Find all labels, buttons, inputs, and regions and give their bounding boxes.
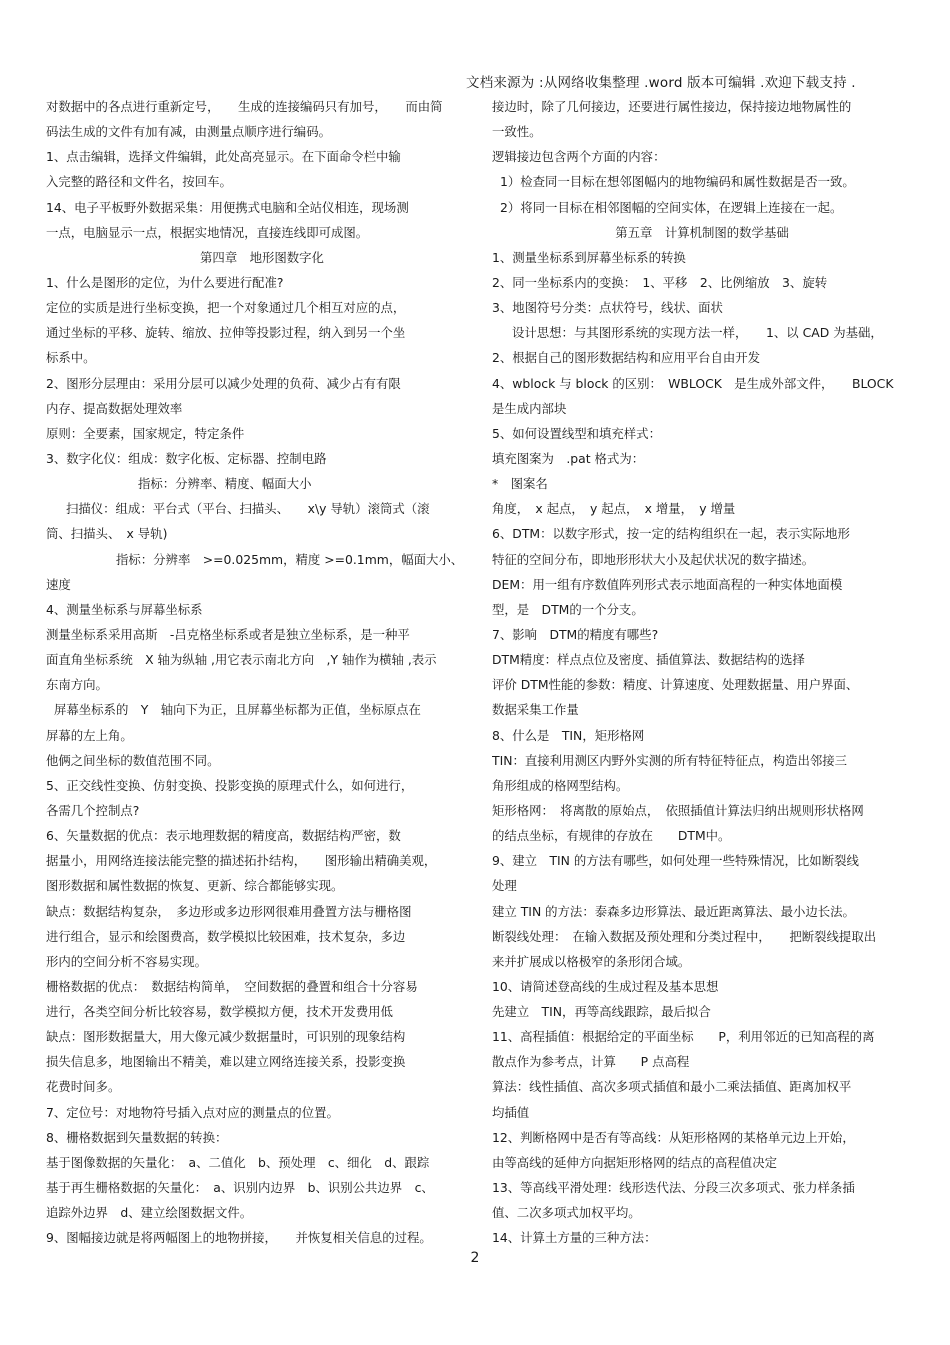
text-line: 3、地图符号分类：点状符号，线状、面状 (492, 300, 723, 316)
page-number: 2 (470, 1250, 480, 1266)
text-line: 特征的空间分布，即地形形状大小及起伏状况的数字描述。 (492, 551, 815, 567)
text-line: 9、建立 TIN 的方法有哪些，如何处理一些特殊情况，比如断裂线 (492, 853, 859, 869)
text-line: 2、同一坐标系内的变换： 1、平移 2、比例缩放 3、旋转 (492, 274, 828, 290)
text-line: 缺点：数据结构复杂， 多边形或多边形网很难用叠置方法与栅格图 (46, 903, 412, 919)
right-column (492, 94, 912, 1250)
text-line: 通过坐标的平移、旋转、缩放、拉伸等投影过程，纳入到另一个坐 (46, 325, 406, 341)
text-line: 5、如何设置线型和填充样式： (492, 425, 661, 441)
text-line: * 图案名 (492, 476, 548, 492)
text-line: 面直角坐标系统 X 轴为纵轴 ,用它表示南北方向 ,Y 轴作为横轴 ,表示 (46, 652, 437, 668)
text-line: 对数据中的各点进行重新定号， 生成的连接编码只有加号， 而由简 (46, 99, 443, 114)
text-line: 7、影响 DTM的精度有哪些? (492, 626, 659, 642)
text-line: 是生成内部块 (492, 400, 567, 416)
text-line: 2）将同一目标在相邻图幅的空间实体，在逻辑上连接在一起。 (500, 199, 843, 215)
text-line: 速度 (46, 576, 71, 592)
left-column (46, 94, 478, 1250)
text-line: 10、请简述登高线的生成过程及基本思想 (492, 978, 719, 994)
text-line: 6、矢量数据的优点：表示地理数据的精度高，数据结构严密，数 (46, 828, 401, 844)
text-line: 4、wblock 与 block 的区别： WBLOCK 是生成外部文件， BLOCK (492, 375, 894, 391)
chapter-heading: 第四章 地形图数字化 (200, 249, 324, 265)
text-line: 花费时间多。 (46, 1079, 121, 1095)
text-line: 断裂线处理： 在输入数据及预处理和分类过程中， 把断裂线提取出 (492, 928, 877, 944)
text-line: 评价 DTM性能的参数：精度、计算速度、处理数据量、用户界面、 (492, 677, 859, 693)
text-line: 型，是 DTM的一个分支。 (492, 601, 644, 617)
text-line: 2、根据自己的图形数据结构和应用平台自由开发 (492, 350, 761, 366)
text-line: 1、点击编辑，选择文件编辑，此处高亮显示。在下面命令栏中输 (46, 149, 401, 165)
text-line: 进行组合，显示和绘图费高，数学模拟比较困难，技术复杂，多边 (46, 928, 406, 944)
text-line: 14、计算土方量的三种方法： (492, 1230, 657, 1246)
text-line: 1、什么是图形的定位，为什么要进行配准? (46, 274, 284, 290)
text-line: 各需几个控制点? (46, 802, 140, 818)
text-line: 码法生成的文件有加有减，由测量点顺序进行编码。 (46, 124, 331, 140)
text-line: 9、图幅接边就是将两幅图上的地物拼接， 并恢复相关信息的过程。 (46, 1230, 432, 1246)
text-line: 接边时，除了几何接边，还要进行属性接边，保持接边地物属性的 (492, 99, 852, 114)
text-line: 角度， x 起点， y 起点， x 增量， y 增量 (492, 501, 736, 517)
text-line: 追踪外边界 d、建立绘图数据文件。 (46, 1205, 253, 1221)
text-line: 12、判断格网中是否有等高线：从矩形格网的某格单元边上开始， (492, 1129, 855, 1145)
text-line: 散点作为参考点，计算 P 点高程 (492, 1054, 690, 1070)
text-line: 数据采集工作量 (492, 702, 579, 718)
text-line: 原则：全要素，国家规定，特定条件 (46, 425, 245, 441)
text-line: 缺点：图形数据量大，用大像元减少数据量时，可识别的现象结构 (46, 1029, 406, 1045)
text-line: 6、DTM：以数字形式，按一定的结构组织在一起，表示实际地形 (492, 526, 850, 542)
text-line: 东南方向。 (46, 677, 108, 693)
text-line: 来并扩展成以格极窄的条形闭合域。 (492, 953, 691, 969)
text-line: 7、定位号：对地物符号插入点对应的测量点的位置。 (46, 1104, 339, 1120)
text-line: 损失信息多，地图输出不精美，难以建立网络连接关系，投影变换 (46, 1054, 406, 1070)
text-line: 进行，各类空间分析比较容易，数学模拟方便，技术开发费用低 (46, 1004, 393, 1020)
text-line: 指标：分辨率 >=0.025mm，精度 >=0.1mm，幅面大小、 (116, 551, 464, 567)
text-line: 先建立 TIN，再等高线跟踪，最后拟合 (492, 1004, 711, 1020)
text-line: 13、等高线平滑处理：线形迭代法、分段三次多项式、张力样条插 (492, 1180, 855, 1196)
text-line: 4、测量坐标系与屏幕坐标系 (46, 601, 203, 617)
text-line: 定位的实质是进行坐标变换，把一个对象通过几个相互对应的点， (46, 300, 406, 316)
text-line: DEM：用一组有序数值阵列形式表示地面高程的一种实体地面模 (492, 576, 843, 592)
text-line: 11、高程插值：根据给定的平面坐标 P，利用邻近的已知高程的离 (492, 1029, 875, 1045)
text-line: 形内的空间分析不容易实现。 (46, 953, 208, 969)
text-line: 标系中。 (46, 350, 96, 366)
text-line: 指标：分辨率、精度、幅面大小 (138, 476, 312, 492)
text-line: 据量小，用网络连接法能完整的描述拓扑结构， 图形输出精确美观， (46, 853, 437, 869)
text-line: 8、什么是 TIN，矩形格网 (492, 727, 645, 743)
text-line: TIN：直接利用测区内野外实测的所有特征特征点，构造出邻接三 (492, 752, 848, 768)
text-line: 筒、扫描头、 x 导轨) (46, 526, 168, 542)
document-source-header: 文档来源为 :从网络收集整理 .word 版本可编辑 .欢迎下载支持 . (466, 75, 856, 91)
text-line: 2、图形分层理由：采用分层可以减少处理的负荷、减少占有有限 (46, 375, 401, 391)
text-line: 3、数字化仪：组成：数字化板、定标器、控制电路 (46, 450, 327, 466)
text-line: 入完整的路径和文件名，按回车。 (46, 174, 232, 190)
text-line: 一点，电脑显示一点，根据实地情况，直接连线即可成图。 (46, 224, 369, 240)
text-line: 矩形格网： 将离散的原始点， 依照插值计算法归纳出规则形状格网 (492, 802, 864, 818)
text-line: 基于再生栅格数据的矢量化： a、识别内边界 b、识别公共边界 c、 (46, 1180, 434, 1196)
chapter-heading: 第五章 计算机制图的数学基础 (615, 224, 789, 240)
text-line: 角形组成的格网型结构。 (492, 777, 629, 793)
text-line: 屏幕坐标系的 Y 轴向下为正，且屏幕坐标都为正值，坐标原点在 (54, 702, 421, 718)
text-line: 1）检查同一目标在想邻图幅内的地物编码和属性数据是否一致。 (500, 174, 855, 190)
text-line: 值、二次多项式加权平均。 (492, 1205, 641, 1221)
text-line: 填充图案为 .pat 格式为： (492, 450, 645, 466)
text-line: 8、栅格数据到矢量数据的转换： (46, 1129, 228, 1145)
text-line: 屏幕的左上角。 (46, 727, 133, 743)
text-line: 设计思想：与其图形系统的实现方法一样， 1、以 CAD 为基础， (512, 325, 883, 341)
text-line: 1、测量坐标系到屏幕坐标系的转换 (492, 249, 686, 265)
text-line: 的结点坐标，有规律的存放在 DTM中。 (492, 828, 731, 844)
text-line: 处理 (492, 878, 517, 894)
text-line: 图形数据和属性数据的恢复、更新、综合都能够实现。 (46, 878, 344, 894)
text-line: 基于图像数据的矢量化： a、二值化 b、预处理 c、细化 d、跟踪 (46, 1154, 430, 1170)
text-line: 他俩之间坐标的数值范围不同。 (46, 752, 220, 768)
text-line: 测量坐标系采用高斯 -吕克格坐标系或者是独立坐标系，是一种平 (46, 626, 410, 642)
text-line: 14、电子平板野外数据采集：用便携式电脑和全站仪相连，现场测 (46, 199, 409, 215)
text-line: 内存、提高数据处理效率 (46, 400, 183, 416)
text-line: 栅格数据的优点： 数据结构简单， 空间数据的叠置和组合十分容易 (46, 978, 418, 994)
text-line: 建立 TIN 的方法：泰森多边形算法、最近距离算法、最小边长法。 (492, 903, 855, 919)
text-line: 算法：线性插值、高次多项式插值和最小二乘法插值、距离加权平 (492, 1079, 852, 1095)
text-line: 一致性。 (492, 124, 542, 140)
text-line: 由等高线的延伸方向据矩形格网的结点的高程值决定 (492, 1154, 777, 1170)
text-line: 均插值 (492, 1104, 530, 1120)
text-line: DTM精度：样点点位及密度、插值算法、数据结构的选择 (492, 652, 805, 668)
text-line: 逻辑接边包含两个方面的内容： (492, 149, 666, 165)
text-line: 5、正交线性变换、仿射变换、投影变换的原理式什么，如何进行， (46, 777, 414, 793)
text-line: 扫描仪：组成：平台式（平台、扫描头、 x\y 导轨）滚筒式（滚 (66, 501, 430, 517)
